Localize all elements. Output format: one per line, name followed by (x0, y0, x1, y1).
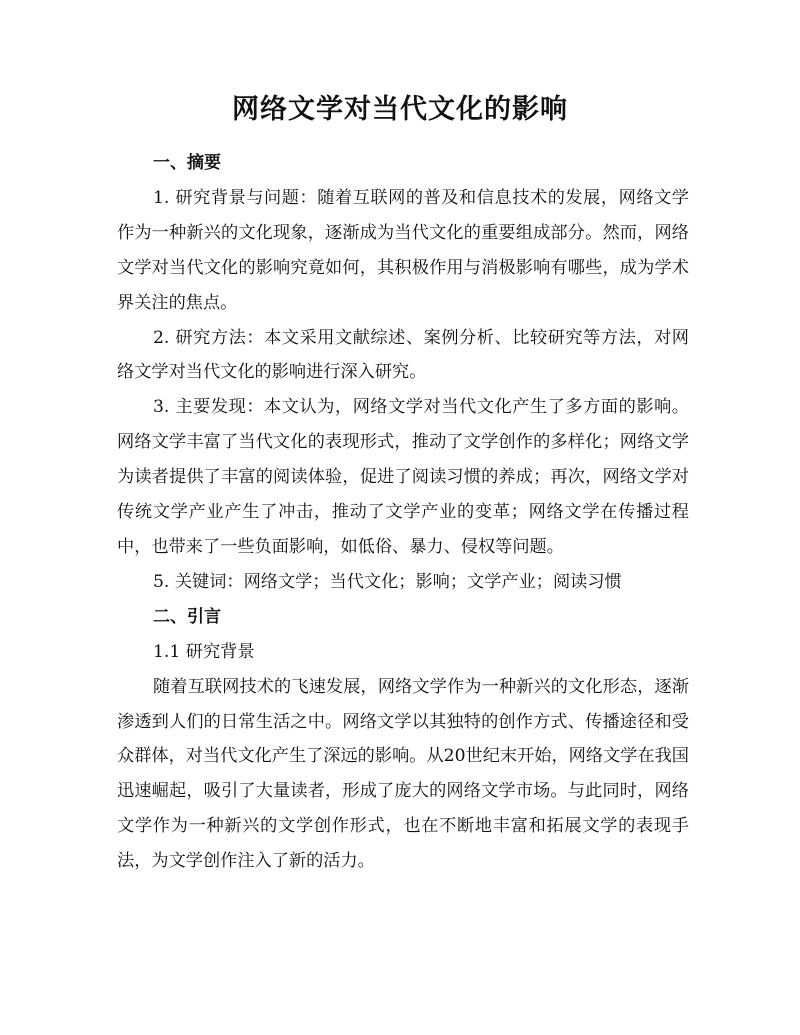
abstract-paragraph-keywords: 5. 关键词：网络文学；当代文化；影响；文学产业；阅读习惯 (153, 571, 622, 592)
abstract-paragraph-background: 1. 研究背景与问题：随着互联网的普及和信息技术的发展，网络文学作为一种新兴的文化现象，逐渐成为当代文化的重要组成部分。然而，网络文学对当代文化的影响究竟如何，其积极作用与消极影响有哪些，成为学术界关注的焦点。 (117, 187, 689, 313)
subsection-heading-background: 1.1 研究背景 (153, 641, 255, 662)
abstract-paragraph-method: 2. 研究方法：本文采用文献综述、案例分析、比较研究等方法，对网络文学对当代文化的影响进行深入研究。 (117, 327, 689, 383)
document-body (117, 146, 689, 879)
section-heading-abstract: 一、摘要 (153, 153, 221, 173)
document-title: 网络文学对当代文化的影响 (232, 94, 568, 125)
introduction-paragraph: 随着互联网技术的飞速发展，网络文学作为一种新兴的文化形态，逐渐渗透到人们的日常生活之中。网络文学以其独特的创作方式、传播途径和受众群体，对当代文化产生了深远的影响。从20世纪末开始，网络文学在我国迅速崛起，吸引了大量读者，形成了庞大的网络文学市场。与此同时，网络文学作为一种新兴的文学创作形式，也在不断地丰富和拓展文学的表现手法，为文学创作注入了新的活力。 (117, 676, 689, 872)
abstract-paragraph-findings: 3. 主要发现：本文认为，网络文学对当代文化产生了多方面的影响。网络文学丰富了当代文化的表现形式，推动了文学创作的多样化；网络文学为读者提供了丰富的阅读体验，促进了阅读习惯的养成；再次，网络文学对传统文学产业产生了冲击，推动了文学产业的变革；网络文学在传播过程中，也带来了一些负面影响，如低俗、暴力、侵权等问题。 (117, 397, 689, 557)
section-heading-introduction: 二、引言 (153, 606, 221, 627)
